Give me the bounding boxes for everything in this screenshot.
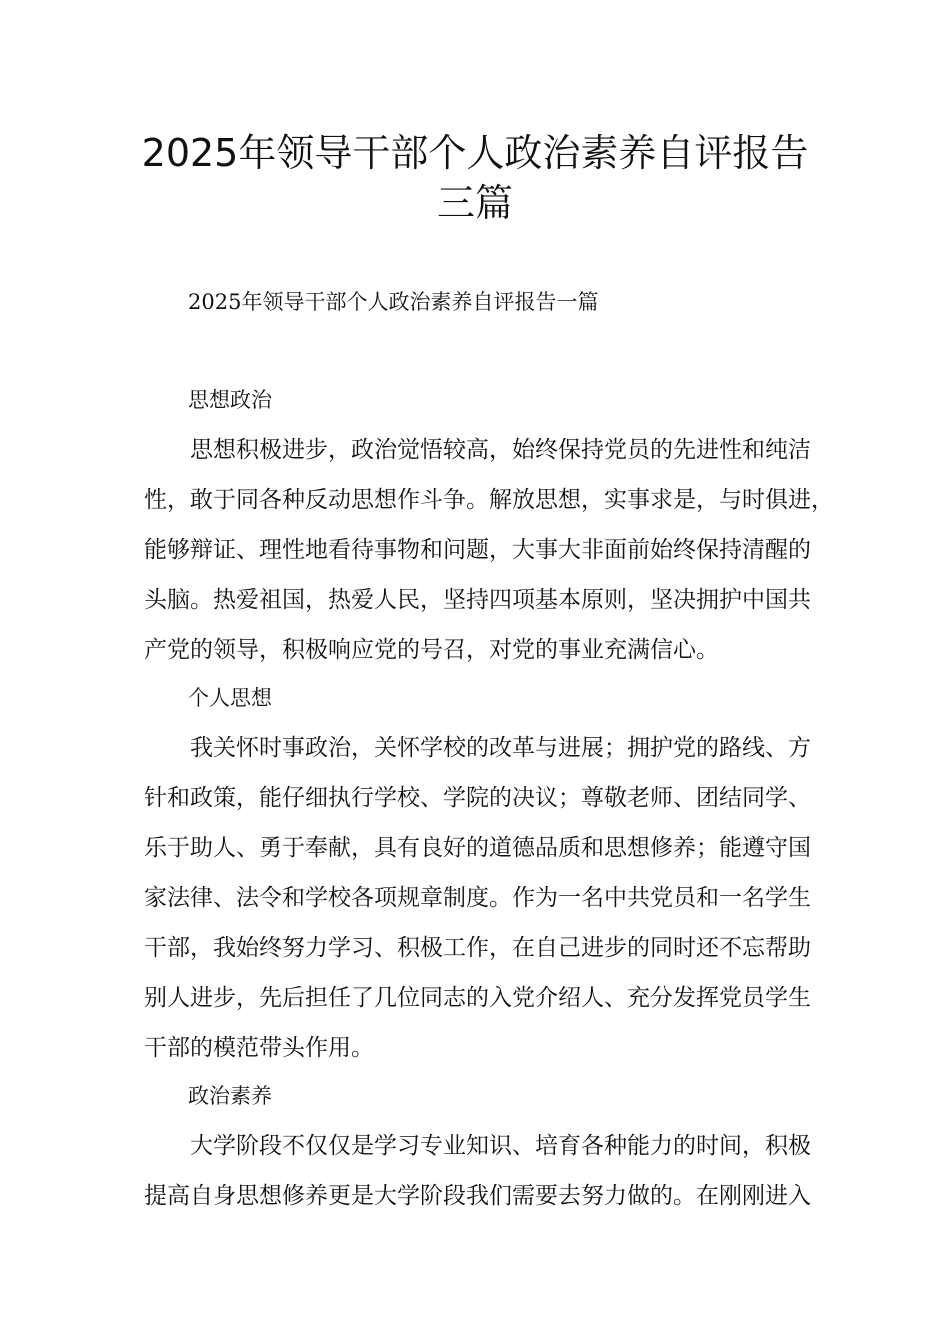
paragraph-line: 提高自身思想修养更是大学阶段我们需要去努力做的。在刚刚进入 [144,1183,811,1209]
paragraph-line: 性，敢于同各种反动思想作斗争。解放思想，实事求是，与时俱进， [144,487,834,513]
paragraph-line: 大学阶段不仅仅是学习专业知识、培育各种能力的时间，积极 [190,1133,811,1159]
paragraph-line: 头脑。热爱祖国，热爱人民，坚持四项基本原则，坚决拥护中国共 [144,587,811,613]
paragraph-line: 产党的领导，积极响应党的号召，对党的事业充满信心。 [144,637,719,663]
paragraph-line: 思想积极进步，政治觉悟较高，始终保持党员的先进性和纯洁 [190,437,811,463]
section-heading-ideology-politics: 思想政治 [188,388,272,412]
document-title: 2025年领导干部个人政治素养自评报告 [141,131,809,175]
paragraph-line: 干部，我始终努力学习、积极工作，在自己进步的同时还不忘帮助 [144,935,811,961]
paragraph-line: 能够辩证、理性地看待事物和问题，大事大非面前始终保持清醒的 [144,537,811,563]
paragraph-line: 干部的模范带头作用。 [144,1035,374,1061]
document-title-continued: 三篇 [436,181,513,225]
paragraph-line: 针和政策，能仔细执行学校、学院的决议；尊敬老师、团结同学、 [144,785,811,811]
document-subtitle: 2025年领导干部个人政治素养自评报告一篇 [188,290,599,314]
section-heading-political-literacy: 政治素养 [188,1084,272,1108]
paragraph-line: 我关怀时事政治，关怀学校的改革与进展；拥护党的路线、方 [190,735,811,761]
paragraph-line: 乐于助人、勇于奉献，具有良好的道德品质和思想修养；能遵守国 [144,835,811,861]
section-heading-personal-thought: 个人思想 [188,686,272,710]
paragraph-line: 家法律、法令和学校各项规章制度。作为一名中共党员和一名学生 [144,885,811,911]
paragraph-line: 别人进步，先后担任了几位同志的入党介绍人、充分发挥党员学生 [144,985,811,1011]
